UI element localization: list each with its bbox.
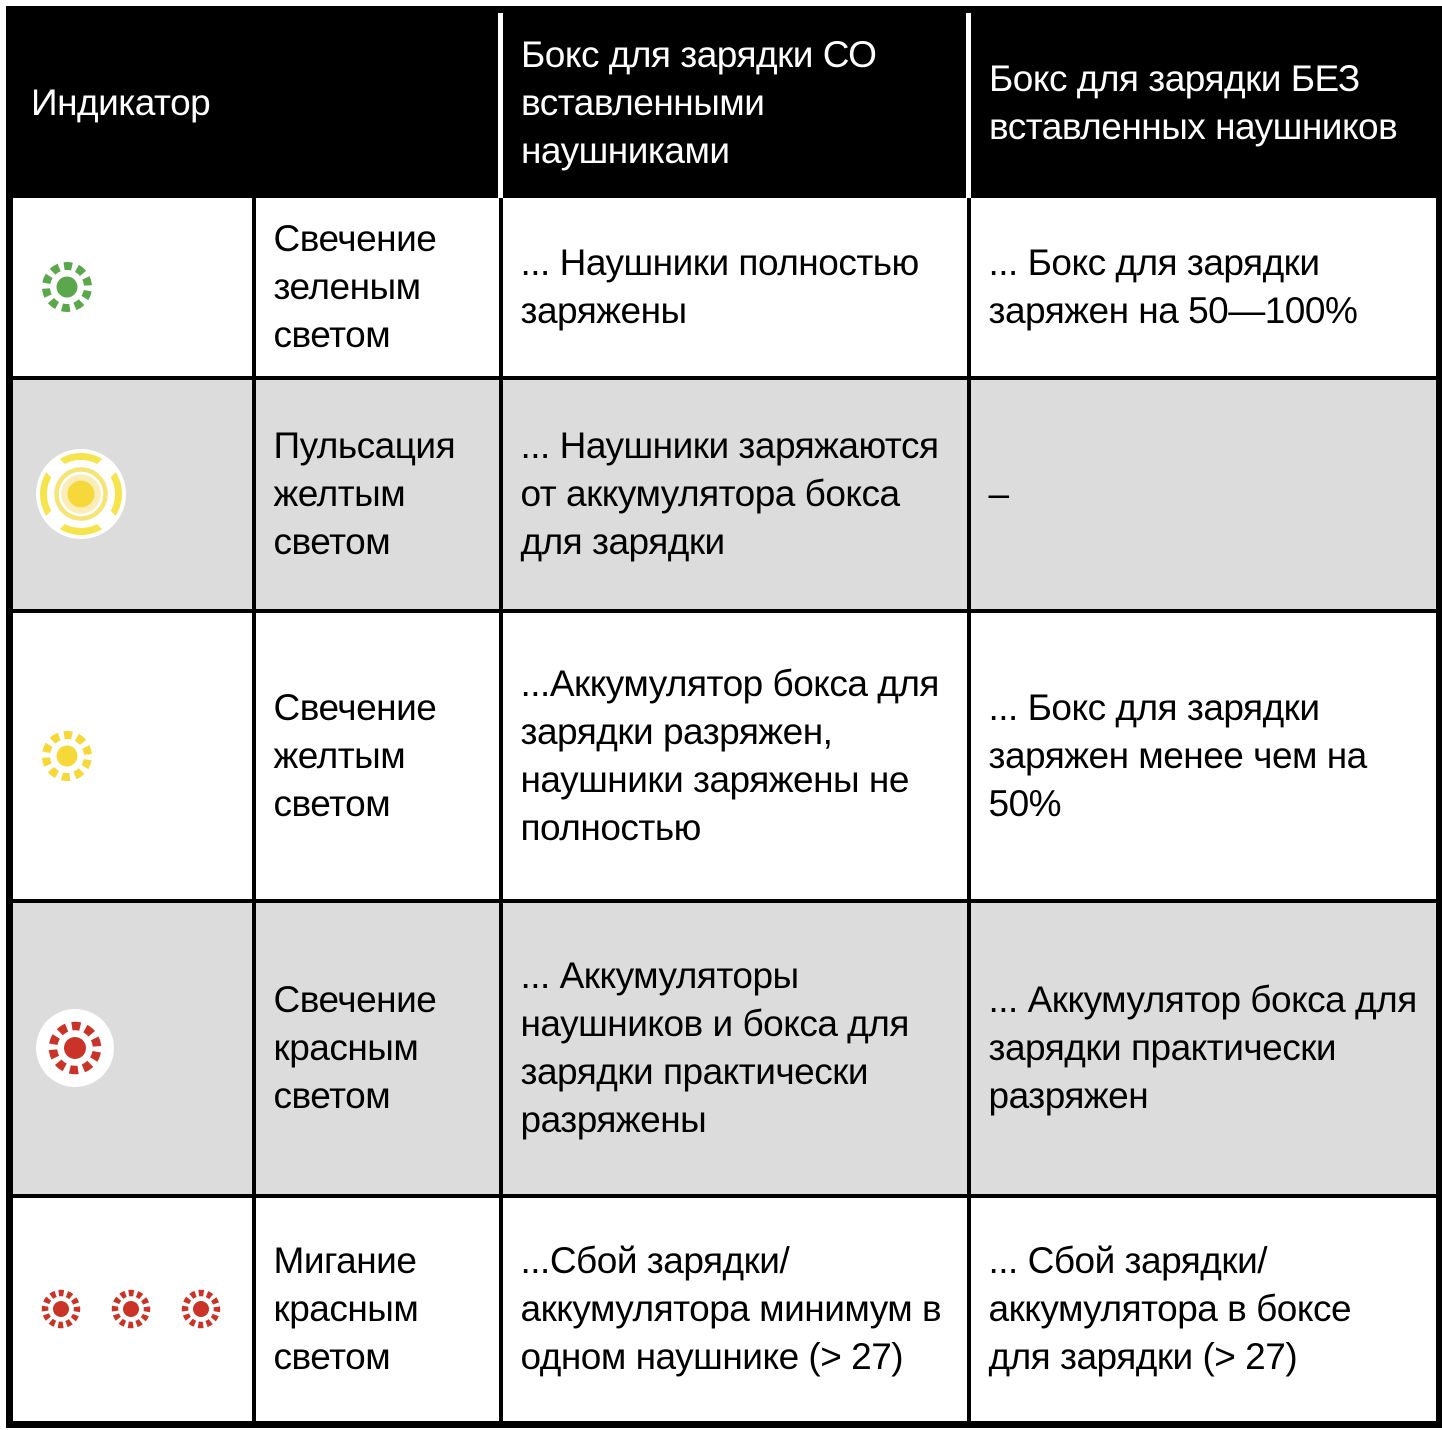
table-row: [10, 611, 1440, 901]
indicator-icon-cell: [10, 378, 254, 611]
table-row: [10, 196, 1440, 378]
status-with-earbuds: ...Аккумулятор бокса для зарядки разряжен, наушники заряжены не полностью: [501, 611, 969, 901]
status-without-earbuds: ... Сбой зарядки/аккумулятора в боксе для зарядки (> 27): [969, 1196, 1440, 1425]
table-row: [10, 901, 1440, 1196]
status-with-earbuds: ... Аккумуляторы наушников и бокса для зарядки практически разряжены: [501, 901, 969, 1196]
status-with-earbuds: ...Сбой зарядки/аккумулятора минимум в одном наушнике (> 27): [501, 1196, 969, 1425]
indicator-icon-cell: [10, 196, 254, 378]
status-without-earbuds: ... Бокс для зарядки заряжен на 50—100%: [969, 196, 1440, 378]
indicator-icon-cell: [10, 611, 254, 901]
status-without-earbuds: ... Бокс для зарядки заряжен менее чем на 50%: [969, 611, 1440, 901]
table-row: [10, 378, 1440, 611]
status-with-earbuds: ... Наушники полностью заряжены: [501, 196, 969, 378]
header-box-with-earbuds: Бокс для зарядки СО вставленными наушниками: [501, 10, 969, 196]
indicator-label: Свечение зеленым светом: [254, 196, 501, 378]
indicator-label: Мигание красным светом: [254, 1196, 501, 1425]
status-without-earbuds: –: [969, 378, 1440, 611]
red-blink-icons: [35, 1283, 238, 1335]
yellow-pulse-icon: [35, 448, 238, 540]
green-glow-icon: [35, 255, 238, 319]
red-blink-icon: [35, 1283, 87, 1335]
indicator-label: Пульсация желтым светом: [254, 378, 501, 611]
red-blink-icon: [105, 1283, 157, 1335]
header-box-without-earbuds: Бокс для зарядки БЕЗ вставленных наушников: [969, 10, 1440, 196]
indicator-icon-cell: [10, 1196, 254, 1425]
red-blink-icon: [175, 1283, 227, 1335]
table-header-row: [10, 10, 1440, 196]
red-glow-icon: [35, 1008, 238, 1088]
header-indicator: Индикатор: [10, 10, 501, 196]
status-with-earbuds: ... Наушники заряжаются от аккумулятора бокса для зарядки: [501, 378, 969, 611]
led-indicator-table: [6, 6, 1442, 1428]
indicator-icon-cell: [10, 901, 254, 1196]
yellow-glow-icon: [35, 724, 238, 788]
table-row: [10, 1196, 1440, 1425]
indicator-label: Свечение желтым светом: [254, 611, 501, 901]
indicator-label: Свечение красным светом: [254, 901, 501, 1196]
status-without-earbuds: ... Аккумулятор бокса для зарядки практически разряжен: [969, 901, 1440, 1196]
